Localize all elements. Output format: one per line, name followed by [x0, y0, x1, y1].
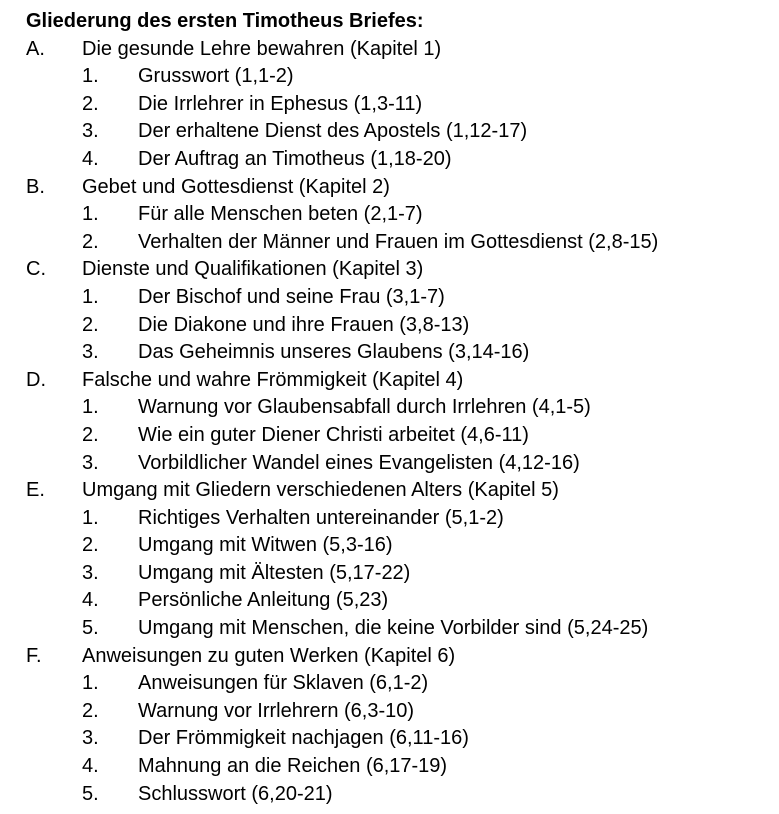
- list-item: [26, 698, 776, 726]
- section-letter: D.: [26, 368, 46, 391]
- list-item: [26, 312, 776, 340]
- list-item: [26, 118, 776, 146]
- item-text: Richtiges Verhalten untereinander (5,1-2): [138, 506, 504, 529]
- item-number: 3.: [82, 341, 99, 364]
- outline-section: [26, 174, 776, 257]
- item-text: Für alle Menschen beten (2,1-7): [138, 203, 423, 226]
- list-item: [26, 781, 776, 809]
- document-title: Gliederung des ersten Timotheus Briefes:: [26, 10, 424, 32]
- outline-section: [26, 36, 776, 174]
- item-number: 1.: [82, 65, 99, 88]
- item-number: 5.: [82, 782, 99, 805]
- item-text: Persönliche Anleitung (5,23): [138, 589, 389, 612]
- item-number: 4.: [82, 147, 99, 170]
- item-text: Der Bischof und seine Frau (3,1-7): [138, 285, 445, 308]
- list-item: [26, 422, 776, 450]
- item-number: 2.: [82, 92, 99, 115]
- item-number: 3.: [82, 561, 99, 584]
- outline-section: [26, 367, 776, 477]
- section-heading-line: [26, 256, 776, 284]
- item-text: Die Diakone und ihre Frauen (3,8-13): [138, 313, 470, 336]
- section-letter: C.: [26, 258, 46, 281]
- section-heading-line: [26, 477, 776, 505]
- item-text: Warnung vor Irrlehrern (6,3-10): [138, 699, 415, 722]
- list-item: [26, 229, 776, 257]
- section-heading: Die gesunde Lehre bewahren (Kapitel 1): [82, 37, 442, 60]
- section-heading: Falsche und wahre Frömmigkeit (Kapitel 4): [82, 368, 464, 391]
- list-item: [26, 670, 776, 698]
- item-number: 2.: [82, 699, 99, 722]
- section-heading-line: [26, 367, 776, 395]
- list-item: [26, 394, 776, 422]
- item-number: 3.: [82, 451, 99, 474]
- item-text: Umgang mit Ältesten (5,17-22): [138, 561, 411, 584]
- list-item: [26, 91, 776, 119]
- document-outline: [26, 8, 776, 808]
- list-item: [26, 201, 776, 229]
- section-heading: Dienste und Qualifikationen (Kapitel 3): [82, 258, 424, 281]
- list-item: [26, 587, 776, 615]
- item-number: 2.: [82, 534, 99, 557]
- outline-sections: [26, 36, 776, 809]
- item-number: 1.: [82, 396, 99, 419]
- section-letter: B.: [26, 175, 45, 198]
- list-item: [26, 339, 776, 367]
- item-number: 2.: [82, 423, 99, 446]
- list-item: [26, 63, 776, 91]
- section-heading: Gebet und Gottesdienst (Kapitel 2): [82, 175, 390, 198]
- section-letter: F.: [26, 644, 42, 667]
- item-text: Grusswort (1,1-2): [138, 65, 294, 88]
- item-text: Umgang mit Menschen, die keine Vorbilder sind (5,24-25): [138, 617, 649, 640]
- item-number: 1.: [82, 506, 99, 529]
- item-text: Verhalten der Männer und Frauen im Gottesdienst (2,8-15): [138, 230, 659, 253]
- item-text: Umgang mit Witwen (5,3-16): [138, 534, 393, 557]
- item-text: Anweisungen für Sklaven (6,1-2): [138, 672, 429, 695]
- list-item: [26, 725, 776, 753]
- section-heading-line: [26, 643, 776, 671]
- section-heading-line: [26, 174, 776, 202]
- item-text: Der erhaltene Dienst des Apostels (1,12-17): [138, 120, 528, 143]
- section-letter: A.: [26, 37, 45, 60]
- list-item: [26, 450, 776, 478]
- outline-section: [26, 256, 776, 366]
- item-text: Der Frömmigkeit nachjagen (6,11-16): [138, 727, 469, 750]
- item-number: 5.: [82, 617, 99, 640]
- list-item: [26, 753, 776, 781]
- list-item: [26, 532, 776, 560]
- item-text: Vorbildlicher Wandel eines Evangelisten (4,12-16): [138, 451, 580, 474]
- item-number: 2.: [82, 230, 99, 253]
- section-heading: Anweisungen zu guten Werken (Kapitel 6): [82, 644, 456, 667]
- item-number: 2.: [82, 313, 99, 336]
- item-text: Wie ein guter Diener Christi arbeitet (4,6-11): [138, 423, 529, 446]
- list-item: [26, 505, 776, 533]
- outline-section: [26, 477, 776, 643]
- list-item: [26, 284, 776, 312]
- section-heading: Umgang mit Gliedern verschiedenen Alters (Kapitel 5): [82, 479, 559, 502]
- item-number: 1.: [82, 203, 99, 226]
- item-number: 4.: [82, 589, 99, 612]
- section-heading-line: [26, 36, 776, 64]
- item-number: 1.: [82, 285, 99, 308]
- list-item: [26, 146, 776, 174]
- section-letter: E.: [26, 479, 45, 502]
- outline-section: [26, 643, 776, 809]
- item-text: Schlusswort (6,20-21): [138, 782, 333, 805]
- item-number: 4.: [82, 755, 99, 778]
- item-text: Der Auftrag an Timotheus (1,18-20): [138, 147, 452, 170]
- item-number: 1.: [82, 672, 99, 695]
- item-text: Warnung vor Glaubensabfall durch Irrlehren (4,1-5): [138, 396, 591, 419]
- item-number: 3.: [82, 120, 99, 143]
- item-text: Die Irrlehrer in Ephesus (1,3-11): [138, 92, 423, 115]
- item-text: Mahnung an die Reichen (6,17-19): [138, 755, 448, 778]
- list-item: [26, 560, 776, 588]
- item-text: Das Geheimnis unseres Glaubens (3,14-16): [138, 341, 530, 364]
- list-item: [26, 615, 776, 643]
- item-number: 3.: [82, 727, 99, 750]
